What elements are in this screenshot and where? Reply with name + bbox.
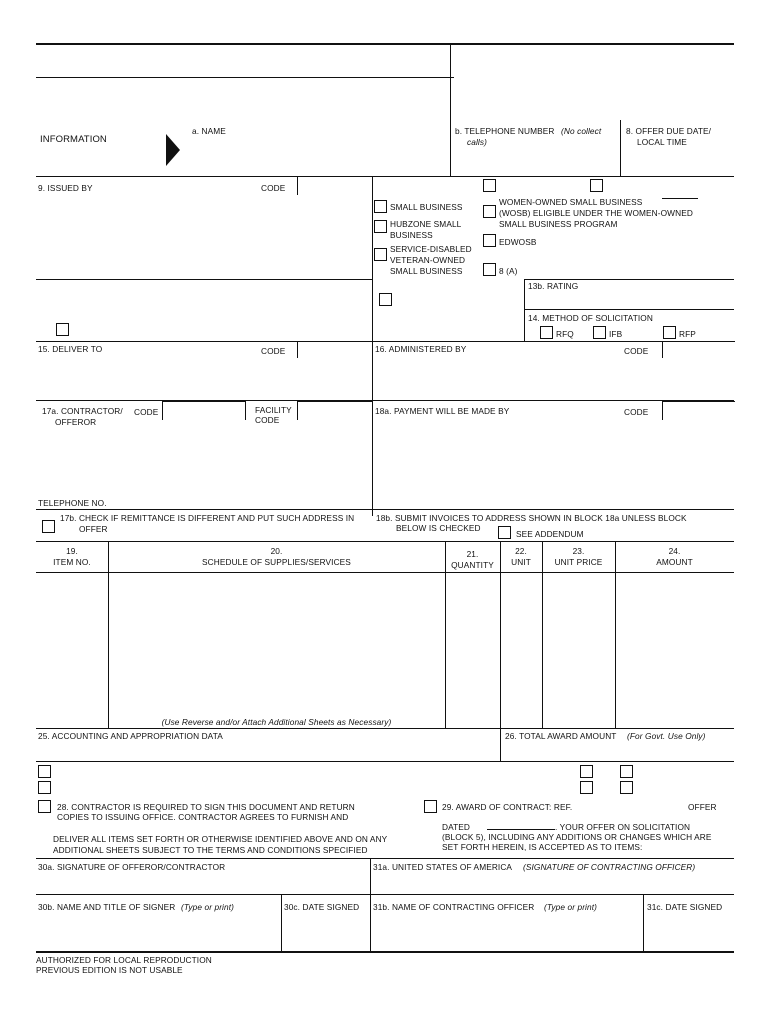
rfq-label: RFQ — [556, 329, 574, 339]
header-divider — [36, 77, 454, 78]
row-divider-9 — [36, 176, 734, 177]
contractor-label: 17a. CONTRACTOR/ — [42, 406, 123, 416]
rfq-checkbox[interactable] — [540, 326, 553, 339]
contractor-code-label: CODE — [134, 407, 159, 417]
col-21-num: 21. — [466, 549, 479, 559]
block-28-line-4: ADDITIONAL SHEETS SUBJECT TO THE TERMS AND CONDITIONS SPECIFIED — [53, 845, 368, 855]
row-divider-10 — [36, 279, 372, 280]
officer-name-note: (Type or print) — [544, 902, 597, 912]
row-divider-14 — [524, 309, 734, 310]
block-28-line-1: 28. CONTRACTOR IS REQUIRED TO SIGN THIS DOCUMENT AND RETURN — [57, 802, 355, 812]
contractor-telephone-label: TELEPHONE NO. — [38, 498, 107, 508]
invoices-label: 18b. SUBMIT INVOICES TO ADDRESS SHOWN IN BLOCK 18a UNLESS BLOCK — [376, 513, 687, 523]
col-19-label: ITEM NO. — [53, 557, 91, 567]
invoices-label-2: BELOW IS CHECKED — [396, 523, 481, 533]
col-23-label: UNIT PRICE — [554, 557, 603, 567]
facility-code-label-2: CODE — [255, 415, 280, 425]
deliver-to-label: 15. DELIVER TO — [38, 344, 103, 354]
block-29-your-offer: . YOUR OFFER ON SOLICITATION — [555, 822, 691, 832]
row-divider-25 — [36, 728, 734, 729]
col-24-label: AMOUNT — [656, 557, 693, 567]
col-19-num: 19. — [66, 546, 78, 556]
col-divider-23 — [542, 541, 543, 728]
wosb-label-3: SMALL BUSINESS PROGRAM — [499, 219, 618, 229]
col-23-num: 23. — [572, 546, 585, 556]
block-29-line-4: SET FORTH HEREIN, IS ACCEPTED AS TO ITEMS: — [442, 842, 643, 852]
usa-signature-label: 31a. UNITED STATES OF AMERICA — [373, 862, 513, 872]
col-22-num: 22. — [515, 546, 527, 556]
hubzone-label-2: BUSINESS — [390, 230, 433, 240]
date-31c-label: 31c. DATE SIGNED — [647, 902, 723, 912]
issued-by-label: 9. ISSUED BY — [38, 183, 93, 193]
col-divider-24 — [615, 541, 616, 728]
col-divider-20 — [108, 541, 109, 728]
facility-code-field[interactable] — [297, 401, 373, 420]
schedule-note: (Use Reverse and/or Attach Additional Sheets as Necessary) — [161, 717, 392, 727]
block-28-checkbox[interactable] — [38, 800, 51, 813]
col-22-label: UNIT — [511, 557, 531, 567]
offer-due-label-2: LOCAL TIME — [637, 137, 687, 147]
row-divider-17 — [36, 400, 734, 401]
8a-label: 8 (A) — [499, 266, 518, 276]
row-divider-13 — [524, 279, 734, 280]
telephone-label: b. TELEPHONE NUMBER — [455, 126, 555, 136]
telephone-note: (No collect — [561, 126, 602, 136]
administered-by-code-field[interactable] — [662, 341, 735, 358]
remittance-label: 17b. CHECK IF REMITTANCE IS DIFFERENT AND PUT SUCH ADDRESS IN — [60, 513, 355, 523]
block-29-offer: OFFER — [688, 802, 717, 812]
issued-by-code-label: CODE — [261, 183, 286, 193]
sdvosb-label-2: VETERAN-OWNED — [390, 255, 466, 265]
block-27b-are-checkbox[interactable] — [580, 781, 593, 794]
block-27a-are-not-checkbox[interactable] — [620, 765, 633, 778]
addendum-label: SEE ADDENDUM — [516, 529, 584, 539]
contractor-code-field[interactable] — [162, 401, 246, 420]
wosb-checkbox-top-2[interactable] — [590, 179, 603, 192]
block-29-line-1: 29. AWARD OF CONTRACT: REF. — [442, 802, 573, 812]
sdvosb-checkbox[interactable] — [374, 248, 387, 261]
block-27a-checkbox[interactable] — [38, 765, 51, 778]
top-border — [36, 43, 734, 45]
block-27b-checkbox[interactable] — [38, 781, 51, 794]
administered-by-code-label: CODE — [624, 346, 649, 356]
block-27b-are-not-checkbox[interactable] — [620, 781, 633, 794]
remittance-checkbox[interactable] — [42, 520, 55, 533]
remittance-label-2: OFFER — [79, 524, 108, 534]
row-divider-15 — [36, 341, 734, 342]
deliver-to-code-field[interactable] — [297, 341, 373, 358]
ifb-label: IFB — [609, 329, 623, 339]
block-27a-are-checkbox[interactable] — [580, 765, 593, 778]
8a-checkbox[interactable] — [483, 263, 496, 276]
name-label: a. NAME — [192, 126, 226, 136]
block-29-checkbox[interactable] — [424, 800, 437, 813]
offeror-signature-field[interactable] — [36, 874, 370, 893]
payment-label: 18a. PAYMENT WILL BE MADE BY — [375, 406, 510, 416]
hubzone-label: HUBZONE SMALL — [390, 219, 462, 229]
edwosb-label: EDWOSB — [499, 237, 537, 247]
wosb-label-2: (WOSB) ELIGIBLE UNDER THE WOMEN-OWNED — [499, 208, 693, 218]
row-divider-30b — [36, 894, 734, 895]
date-30c-label: 30c. DATE SIGNED — [284, 902, 360, 912]
ifb-checkbox[interactable] — [593, 326, 606, 339]
footer-line-2: PREVIOUS EDITION IS NOT USABLE — [36, 965, 183, 975]
block-29-line-3: (BLOCK 5), INCLUDING ANY ADDITIONS OR CHANGES WHICH ARE — [442, 832, 712, 842]
header-vertical — [450, 44, 451, 176]
issued-by-code-field[interactable] — [297, 176, 373, 195]
offer-due-label: 8. OFFER DUE DATE/ — [626, 126, 712, 136]
col-21-label: QUANTITY — [451, 560, 494, 570]
edwosb-checkbox[interactable] — [483, 234, 496, 247]
signer-name-label: 30b. NAME AND TITLE OF SIGNER — [38, 902, 176, 912]
block-28-line-3: DELIVER ALL ITEMS SET FORTH OR OTHERWISE IDENTIFIED ABOVE AND ON ANY — [53, 834, 388, 844]
footer-line-1: AUTHORIZED FOR LOCAL REPRODUCTION — [36, 955, 212, 965]
rating-vertical — [524, 279, 525, 341]
wosb-label: WOMEN-OWNED SMALL BUSINESS — [499, 197, 643, 207]
schedule-header-bottom — [36, 572, 734, 573]
hubzone-checkbox[interactable] — [374, 220, 387, 233]
col-24-num: 24. — [668, 546, 681, 556]
wosb-checkbox[interactable] — [483, 205, 496, 218]
col-20-num: 20. — [270, 546, 283, 556]
rfp-label: RFP — [679, 329, 696, 339]
block-28-line-2: COPIES TO ISSUING OFFICE. CONTRACTOR AGREES TO FURNISH AND — [57, 812, 349, 822]
deliver-to-code-label: CODE — [261, 346, 286, 356]
rated-order-checkbox[interactable] — [379, 293, 392, 306]
sig-vertical — [370, 858, 371, 952]
facility-code-label: FACILITY — [255, 405, 292, 415]
small-business-label: SMALL BUSINESS — [390, 202, 463, 212]
sig-vertical-30c — [281, 894, 282, 952]
row-divider-30 — [36, 858, 734, 859]
administered-by-label: 16. ADMINISTERED BY — [375, 344, 467, 354]
row-divider-27 — [36, 761, 734, 762]
rfp-checkbox[interactable] — [663, 326, 676, 339]
row-divider-17b — [36, 509, 734, 510]
row-divider-19 — [36, 541, 734, 542]
wosb-checkbox-top[interactable] — [483, 179, 496, 192]
small-business-checkbox[interactable] — [374, 200, 387, 213]
bottom-border — [36, 951, 734, 953]
rating-label: 13b. RATING — [528, 281, 579, 291]
offeror-signature-label: 30a. SIGNATURE OF OFFEROR/CONTRACTOR — [38, 862, 226, 872]
addendum-checkbox[interactable] — [498, 526, 511, 539]
wosb-underline — [662, 198, 698, 199]
accounting-label: 25. ACCOUNTING AND APPROPRIATION DATA — [38, 731, 223, 741]
officer-name-label: 31b. NAME OF CONTRACTING OFFICER — [373, 902, 535, 912]
block-29-dated: DATED — [442, 822, 471, 832]
telephone-note-2: calls) — [467, 137, 487, 147]
sdvosb-label: SERVICE-DISABLED — [390, 244, 472, 254]
arrow-right-icon — [166, 134, 180, 166]
total-award-note: (For Govt. Use Only) — [627, 731, 706, 741]
payment-code-field[interactable] — [662, 401, 735, 420]
officer-signature-field[interactable] — [372, 874, 734, 893]
col-20-label: SCHEDULE OF SUPPLIES/SERVICES — [202, 557, 351, 567]
payment-code-label: CODE — [624, 407, 649, 417]
contractor-label-2: OFFEROR — [55, 417, 97, 427]
total-award-label: 26. TOTAL AWARD AMOUNT — [505, 731, 617, 741]
usa-signature-note: (SIGNATURE OF CONTRACTING OFFICER) — [523, 862, 696, 872]
header-vertical-2 — [620, 120, 621, 176]
info-label: INFORMATION — [40, 134, 107, 145]
block-11-checkbox[interactable] — [56, 323, 69, 336]
sig-vertical-31c — [643, 894, 644, 952]
sdvosb-label-3: SMALL BUSINESS — [390, 266, 463, 276]
dated-underline — [487, 829, 555, 830]
solicitation-method-label: 14. METHOD OF SOLICITATION — [528, 313, 653, 323]
signer-name-note: (Type or print) — [181, 902, 234, 912]
